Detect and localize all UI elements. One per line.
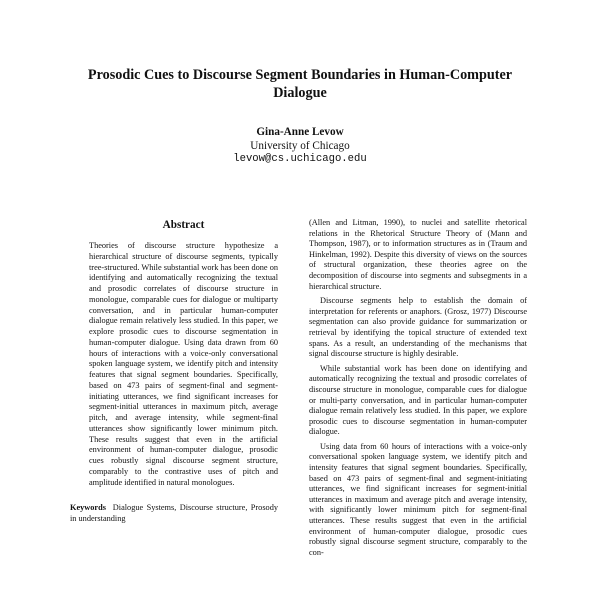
author-name: Gina-Anne Levow — [256, 126, 344, 138]
abstract-heading: Abstract — [162, 219, 205, 231]
body-paragraph: Using data from 60 hours of interactions with a voice-only conversational spoken language system, we identify pitch and intensity features that signal segment boundaries. Specifically, based on 473 pairs of segment-final and segment-initiating utterances, we find significant increases for segment-initial utterances in maximum and average pitch and average intensity, with significantly lower minimum pitch for segment-final utterances. These results suggest that even in the artificial environment of human-computer dialogue, prosodic cues robustly signal discourse segment structure, comparably to the con- — [309, 441, 527, 557]
paper-title: Prosodic Cues to Discourse Segment Boundaries in Human-Computer Dialogue — [87, 67, 513, 101]
left-column — [70, 218, 278, 524]
body-paragraph: While substantial work has been done on identifying and automatically recognizing the textual and prosodic correlates of discourse structure in monologue, comparable cues for dialogue or multi-party conversation, and in particular human-computer dialogue remain relatively less studied. In this paper, we explore prosodic cues to discourse segmentation in human-computer dialogue. — [309, 363, 527, 437]
abstract-text: Theories of discourse structure hypothesize a hierarchical structure of discourse segments, typically tree-structured. While substantial work has been done on identifying and automatically recognizing the textual and prosodic correlates of discourse structure in monologue, comparable cues for dialogue or multiparty conversation, and in particular human-computer dialogue remain relatively less studied. In this paper, we explore prosodic cues to discourse segmentation in human-computer dialogue. Using data drawn from 60 hours of interactions with a voice-only conversational spoken language system, we identify pitch and intensity features that signal segment boundaries. Specifically, based on 473 pairs of segment-final and segment-initiating utterances, we find significant increases for segment-initial utterances in maximum pitch, average pitch, and average intensity, while segment-final utterances show significantly lower minimum pitch. These results suggest that even in the artificial environment of human-computer dialogue, prosodic cues robustly signal discourse segment structure, comparably to the contrastive uses of pitch and amplitude identified in natural monologues. — [89, 241, 278, 487]
body-paragraph: Discourse segments help to establish the domain of interpretation for referents or anaphors. (Grosz, 1977) Discourse segmentation can also provide guidance for summarization or retrieval by identifying the topical structure of extended text spans. As a result, an understanding of the mechanisms that signal discourse structure is highly desirable. — [309, 296, 527, 359]
author-email: levow@cs.uchicago.edu — [233, 153, 367, 165]
keywords-label: Keywords — [70, 503, 106, 513]
right-column — [309, 218, 527, 562]
author-affiliation: University of Chicago — [250, 139, 350, 152]
keywords — [70, 502, 278, 524]
author-block — [150, 126, 450, 167]
keywords-text: Dialogue Systems, Discourse structure, Prosody in understanding — [70, 503, 278, 524]
body-paragraph: (Allen and Litman, 1990), to nuclei and satellite rhetorical relations in the Rhetorical Structure Theory of (Mann and Thompson, 1987), or to information structures as in (Traum and Hinkelman, 1992). Despite this diversity of views on the sources of structural organization, these theories agree on the decomposition of discourse into segments and subsegments in a hierarchical structure. — [309, 218, 527, 291]
